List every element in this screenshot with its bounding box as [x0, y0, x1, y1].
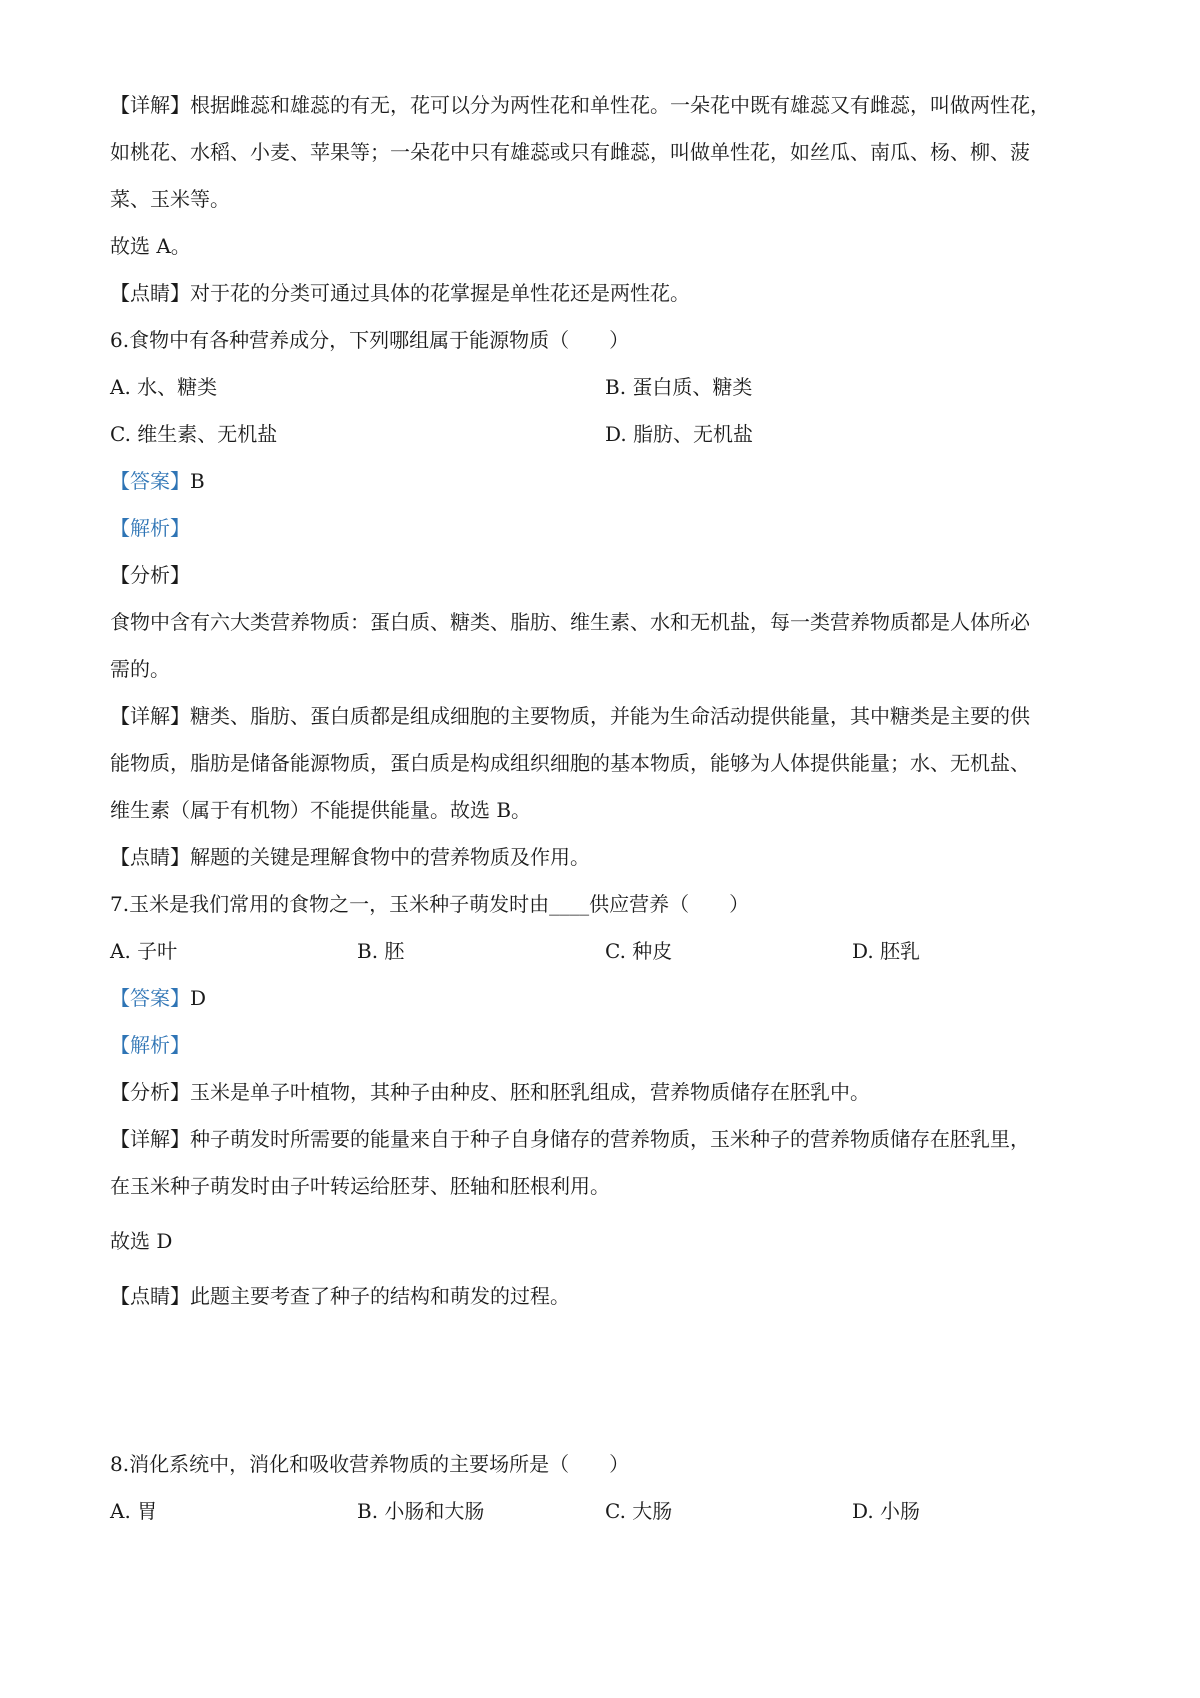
q6-stem: 6.食物中有各种营养成分，下列哪组属于能源物质（ ） — [110, 328, 630, 352]
q5-detail-line2: 如桃花、水稻、小麦、苹果等；一朵花中只有雄蕊或只有雌蕊，叫做单性花，如丝瓜、南瓜、杨、柳、菠 — [110, 140, 1030, 164]
q8-option-a: A. 胃 — [110, 1499, 158, 1523]
answer-label: 【答案】 — [110, 469, 190, 493]
q6-analysis-label: 【解析】 — [110, 516, 190, 540]
q6-answer: 【答案】B — [110, 469, 205, 493]
q7-option-d: D. 胚乳 — [852, 939, 921, 963]
q7-detail-line2: 在玉米种子萌发时由子叶转运给胚芽、胚轴和胚根利用。 — [110, 1174, 610, 1198]
q7-fenxi: 【分析】玉米是单子叶植物，其种子由种皮、胚和胚乳组成，营养物质储存在胚乳中。 — [110, 1080, 870, 1104]
q5-choice: 故选 A。 — [110, 234, 191, 258]
q6-option-c: C. 维生素、无机盐 — [110, 422, 278, 446]
q6-fenxi-line2: 需的。 — [110, 657, 170, 681]
q8-option-d: D. 小肠 — [852, 1499, 921, 1523]
q6-fenxi-label: 【分析】 — [110, 563, 190, 587]
answer-label: 【答案】 — [110, 986, 190, 1010]
comment-label: 【点睛】 — [110, 281, 190, 305]
q6-option-b: B. 蛋白质、糖类 — [605, 375, 753, 399]
comment-label: 【点睛】 — [110, 1284, 190, 1308]
q6-option-a: A. 水、糖类 — [110, 375, 218, 399]
detail-label: 【详解】 — [110, 704, 190, 728]
q5-detail-line1: 【详解】根据雌蕊和雄蕊的有无，花可以分为两性花和单性花。一朵花中既有雄蕊又有雌蕊，叫做两性花， — [110, 93, 1050, 117]
detail-label: 【详解】 — [110, 93, 190, 117]
q7-option-a: A. 子叶 — [110, 939, 178, 963]
q6-detail-line2: 能物质，脂肪是储备能源物质，蛋白质是构成组织细胞的基本物质，能够为人体提供能量；水、无机盐、 — [110, 751, 1030, 775]
q7-option-c: C. 种皮 — [605, 939, 673, 963]
q6-detail-line3: 维生素（属于有机物）不能提供能量。故选 B。 — [110, 798, 532, 822]
q7-answer: 【答案】D — [110, 986, 207, 1010]
q8-option-c: C. 大肠 — [605, 1499, 673, 1523]
detail-label: 【详解】 — [110, 1127, 190, 1151]
fenxi-label: 【分析】 — [110, 1080, 190, 1104]
q6-option-d: D. 脂肪、无机盐 — [605, 422, 754, 446]
q7-choice: 故选 D — [110, 1229, 173, 1253]
comment-label: 【点睛】 — [110, 845, 190, 869]
q6-detail-line1: 【详解】糖类、脂肪、蛋白质都是组成细胞的主要物质，并能为生命活动提供能量，其中糖类是主要的供 — [110, 704, 1030, 728]
q7-comment: 【点睛】此题主要考查了种子的结构和萌发的过程。 — [110, 1284, 570, 1308]
q6-fenxi-line1: 食物中含有六大类营养物质：蛋白质、糖类、脂肪、维生素、水和无机盐，每一类营养物质都是人体所必 — [110, 610, 1030, 634]
q7-stem: 7.玉米是我们常用的食物之一，玉米种子萌发时由____供应营养（ ） — [110, 892, 750, 916]
q6-comment: 【点睛】解题的关键是理解食物中的营养物质及作用。 — [110, 845, 590, 869]
q7-detail-line1: 【详解】种子萌发时所需要的能量来自于种子自身储存的营养物质，玉米种子的营养物质储存在胚乳里， — [110, 1127, 1030, 1151]
q5-comment: 【点睛】对于花的分类可通过具体的花掌握是单性花还是两性花。 — [110, 281, 690, 305]
q8-option-b: B. 小肠和大肠 — [357, 1499, 485, 1523]
q7-analysis-label: 【解析】 — [110, 1033, 190, 1057]
q5-detail-line3: 菜、玉米等。 — [110, 187, 230, 211]
q7-option-b: B. 胚 — [357, 939, 405, 963]
q8-stem: 8.消化系统中，消化和吸收营养物质的主要场所是（ ） — [110, 1452, 630, 1476]
